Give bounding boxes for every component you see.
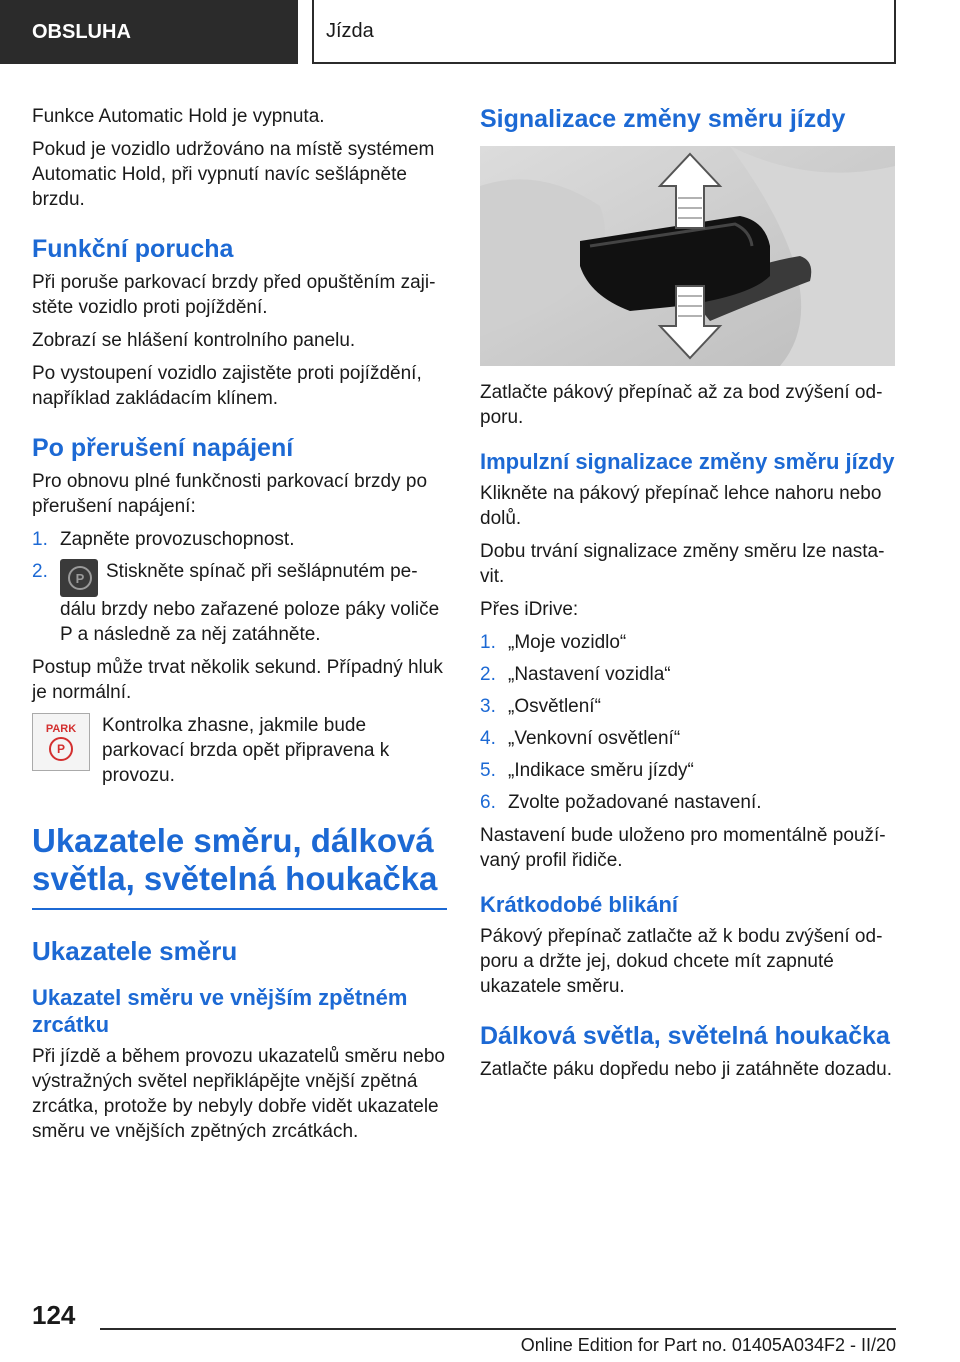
heading-impulse-signalling: Impulzní signalizace změny směru jízdy	[480, 449, 895, 474]
step-number: 2.	[480, 664, 496, 685]
paragraph: Přes iDrive:	[480, 599, 579, 620]
chapter-tab	[312, 0, 896, 64]
step-text: „Venkovní osvětlení“	[508, 728, 681, 749]
list-item	[480, 726, 895, 751]
list-item	[480, 758, 895, 783]
list-item	[32, 559, 447, 647]
turn-signal-lever-illustration	[480, 146, 895, 366]
section-tab	[0, 0, 298, 64]
heading-main: Ukazatele směru, dálková světla, světelná houkačka	[32, 822, 447, 910]
list-item	[480, 790, 895, 815]
list-item	[480, 630, 895, 655]
idrive-steps-list	[480, 630, 895, 815]
paragraph: Po vystoupení vozidlo zajistěte proti pojíždění, například zakládacím klínem.	[32, 363, 422, 409]
note-text: Kontrolka zhasne, jakmile bude parkovací brzda opět připravena k provozu.	[102, 715, 390, 786]
paragraph: Zatlačte pákový přepínač až za bod zvýšení odporu.	[480, 382, 883, 428]
section-title: OBSLUHA	[32, 20, 131, 43]
heading-mirror-signal: Ukazatel směru ve vnějším zpětném zrcátku	[32, 985, 408, 1037]
chapter-title: Jízda	[326, 19, 374, 42]
step-text: „Indikace směru jízdy“	[508, 760, 694, 781]
step-number: 3.	[480, 696, 496, 717]
paragraph: Nastavení bude uloženo pro momentálně používaný profil řidiče.	[480, 825, 886, 871]
brake-icon-letter: P	[68, 566, 92, 590]
right-column	[480, 104, 895, 1090]
park-warning-icon	[32, 713, 90, 771]
parking-brake-button-icon	[60, 559, 98, 597]
step-text: „Osvětlení“	[508, 696, 601, 717]
restore-steps-list	[32, 527, 447, 647]
step-number: 2.	[32, 561, 48, 582]
paragraph: Funkce Automatic Hold je vypnuta.	[32, 106, 325, 127]
step-number: 1.	[480, 632, 496, 653]
step-text: „Moje vozidlo“	[508, 632, 627, 653]
list-item	[32, 527, 447, 552]
step-number: 1.	[32, 529, 48, 550]
step-number: 6.	[480, 792, 496, 813]
heading-malfunction: Funkční porucha	[32, 235, 234, 263]
paragraph: Pokud je vozidlo udržováno na místě systémem Automatic Hold, při vypnutí navíc sešlápněte brzdu.	[32, 139, 435, 210]
park-icon-label: PARK	[45, 723, 77, 735]
heading-power-interruption: Po přerušení napájení	[32, 434, 294, 462]
heading-turn-signalling: Signalizace změny směru jízdy	[480, 105, 846, 133]
page-number: 124	[32, 1300, 76, 1330]
paragraph: Při jízdě a během provozu ukazatelů směru nebo výstražných světel nepřiklápějte vnější zpětná zrcátka, protože by nebyly dobře vidět ukazatele směru ve vnějších zpětných zrcátkách.	[32, 1046, 445, 1142]
paragraph: Postup může trvat několik sekund. Případný hluk je normální.	[32, 657, 443, 703]
paragraph: Dobu trvání signalizace změny směru lze nastavit.	[480, 541, 885, 587]
step-number: 4.	[480, 728, 496, 749]
heading-high-beam: Dálková světla, světelná houkačka	[480, 1022, 890, 1050]
edition-note: Online Edition for Part no. 01405A034F2 - II/20	[520, 1335, 896, 1355]
paragraph: Pro obnovu plné funkčnosti parkovací brzdy po přerušení napájení:	[32, 471, 428, 517]
step-text: Zvolte požadované nastavení.	[508, 792, 762, 813]
list-item	[480, 662, 895, 687]
footer-divider	[100, 1328, 896, 1330]
step-number: 5.	[480, 760, 496, 781]
paragraph: Zobrazí se hlášení kontrolního panelu.	[32, 330, 356, 351]
step-content	[60, 559, 447, 647]
heading-short-blink: Krátkodobé blikání	[480, 892, 679, 917]
paragraph: Klikněte na pákový přepínač lehce nahoru nebo dolů.	[480, 483, 882, 529]
indicator-note	[32, 713, 447, 788]
list-item	[480, 694, 895, 719]
park-icon-letter: P	[49, 737, 73, 761]
left-column	[32, 104, 447, 1152]
step-text: „Nastavení vozidla“	[508, 664, 671, 685]
step-text: Zapněte provozuschopnost.	[60, 529, 295, 550]
paragraph: Při poruše parkovací brzdy před opuštěním zajistěte vozidlo proti pojíždění.	[32, 272, 436, 318]
heading-turn-signals: Ukazatele směru	[32, 936, 238, 966]
step-text: Stiskněte spínač při sešlápnutém pedálu brzdy nebo zařazené poloze páky voliče P a následně za něj zatáhněte.	[60, 561, 440, 645]
paragraph: Pákový přepínač zatlačte až k bodu zvýšení odporu a držte jej, dokud chcete mít zapnuté ukazatele směru.	[480, 926, 883, 997]
paragraph: Zatlačte páku dopředu nebo ji zatáhněte dozadu.	[480, 1059, 892, 1080]
